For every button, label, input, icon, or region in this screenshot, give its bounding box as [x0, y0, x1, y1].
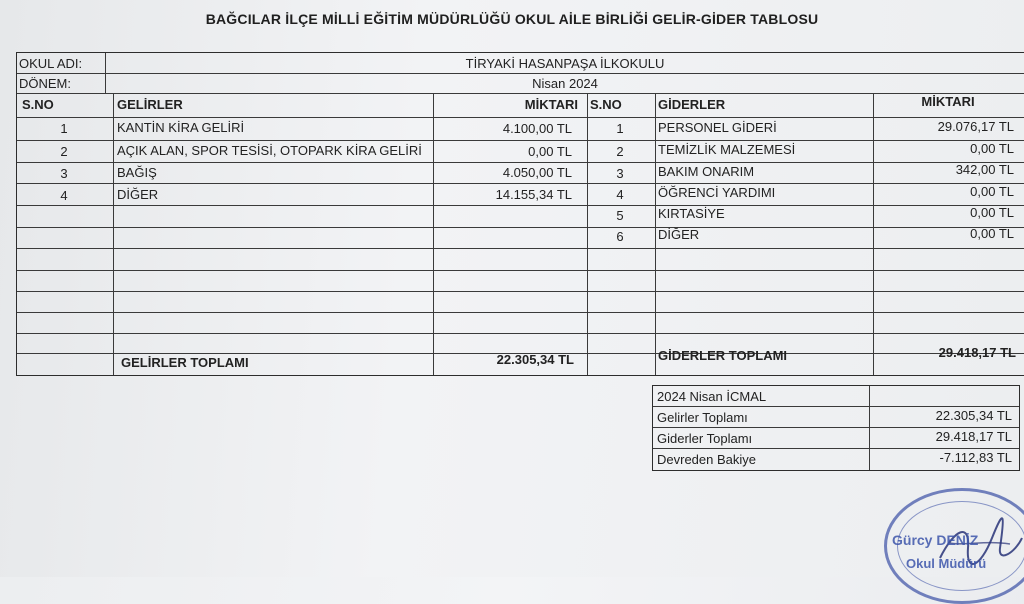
expense-row-amount: 342,00 TL — [955, 162, 1014, 177]
expense-total-value: 29.418,17 TL — [938, 345, 1016, 360]
income-row-no: 4 — [60, 188, 68, 203]
expense-row-name: TEMİZLİK MALZEMESİ — [658, 142, 796, 157]
expense-total-label: GİDERLER TOPLAMI — [658, 348, 788, 363]
expense-row-amount: 29.076,17 TL — [937, 119, 1014, 134]
school-label: OKUL ADI: — [19, 56, 83, 71]
school-name: TİRYAKİ HASANPAŞA İLKOKULU — [465, 56, 665, 71]
stamp-role: Okul Müdürü — [906, 556, 987, 571]
summary-expense-label: Giderler Toplamı — [657, 431, 753, 446]
expense-row-no: 4 — [616, 187, 624, 202]
expense-row-name: BAKIM ONARIM — [658, 164, 755, 179]
income-row-amount: 4.100,00 TL — [502, 121, 572, 136]
income-total-value: 22.305,34 TL — [496, 352, 574, 367]
expense-row-no: 1 — [616, 121, 624, 136]
expense-row-no: 6 — [616, 229, 624, 244]
expense-row-amount: 0,00 TL — [970, 205, 1014, 220]
expense-row-name: KIRTASİYE — [658, 206, 725, 221]
expense-row-no: 3 — [616, 166, 624, 181]
expense-row-no: 2 — [616, 144, 624, 159]
summary-income-label: Gelirler Toplamı — [657, 410, 748, 425]
period-value: Nisan 2024 — [532, 76, 598, 91]
expense-row-amount: 0,00 TL — [970, 141, 1014, 156]
expense-row-name: PERSONEL GİDERİ — [658, 120, 777, 135]
document-title: BAĞCILAR İLÇE MİLLİ EĞİTİM MÜDÜRLÜĞÜ OKUL AİLE BİRLİĞİ GELİR-GİDER TABLOSU — [205, 11, 819, 27]
income-row-no: 3 — [60, 166, 68, 181]
income-row-amount: 4.050,00 TL — [502, 165, 572, 180]
income-row-name: DİĞER — [117, 187, 159, 202]
expense-row-name: DİĞER — [658, 227, 700, 242]
income-row-no: 2 — [60, 144, 68, 159]
expense-row-no: 5 — [616, 208, 624, 223]
summary-balance-value: -7.112,83 TL — [939, 450, 1012, 465]
income-row-name: BAĞIŞ — [117, 165, 157, 180]
expense-header: GİDERLER — [658, 97, 726, 112]
income-row-name: AÇIK ALAN, SPOR TESİSİ, OTOPARK KİRA GELİRİ — [117, 143, 422, 158]
expense-row-amount: 0,00 TL — [970, 226, 1014, 241]
income-total-label: GELİRLER TOPLAMI — [121, 355, 249, 370]
income-header: GELİRLER — [117, 97, 183, 112]
summary-income-value: 22.305,34 TL — [935, 408, 1012, 423]
income-row-name: KANTİN KİRA GELİRİ — [117, 120, 245, 135]
stamp-name: Gürcy DENİZ — [892, 532, 979, 548]
expense-row-name: ÖĞRENCİ YARDIMI — [658, 185, 776, 200]
expense-amount-header: MİKTARI — [921, 94, 975, 109]
income-row-no: 1 — [60, 121, 68, 136]
income-row-amount: 0,00 TL — [528, 144, 572, 159]
income-sno-header: S.NO — [22, 97, 54, 112]
summary-expense-value: 29.418,17 TL — [935, 429, 1012, 444]
summary-title: 2024 Nisan İCMAL — [657, 389, 767, 404]
income-row-amount: 14.155,34 TL — [495, 187, 572, 202]
summary-balance-label: Devreden Bakiye — [657, 452, 756, 467]
expense-sno-header: S.NO — [590, 97, 622, 112]
expense-row-amount: 0,00 TL — [970, 184, 1014, 199]
period-label: DÖNEM: — [19, 76, 71, 91]
income-amount-header: MİKTARI — [524, 97, 578, 112]
